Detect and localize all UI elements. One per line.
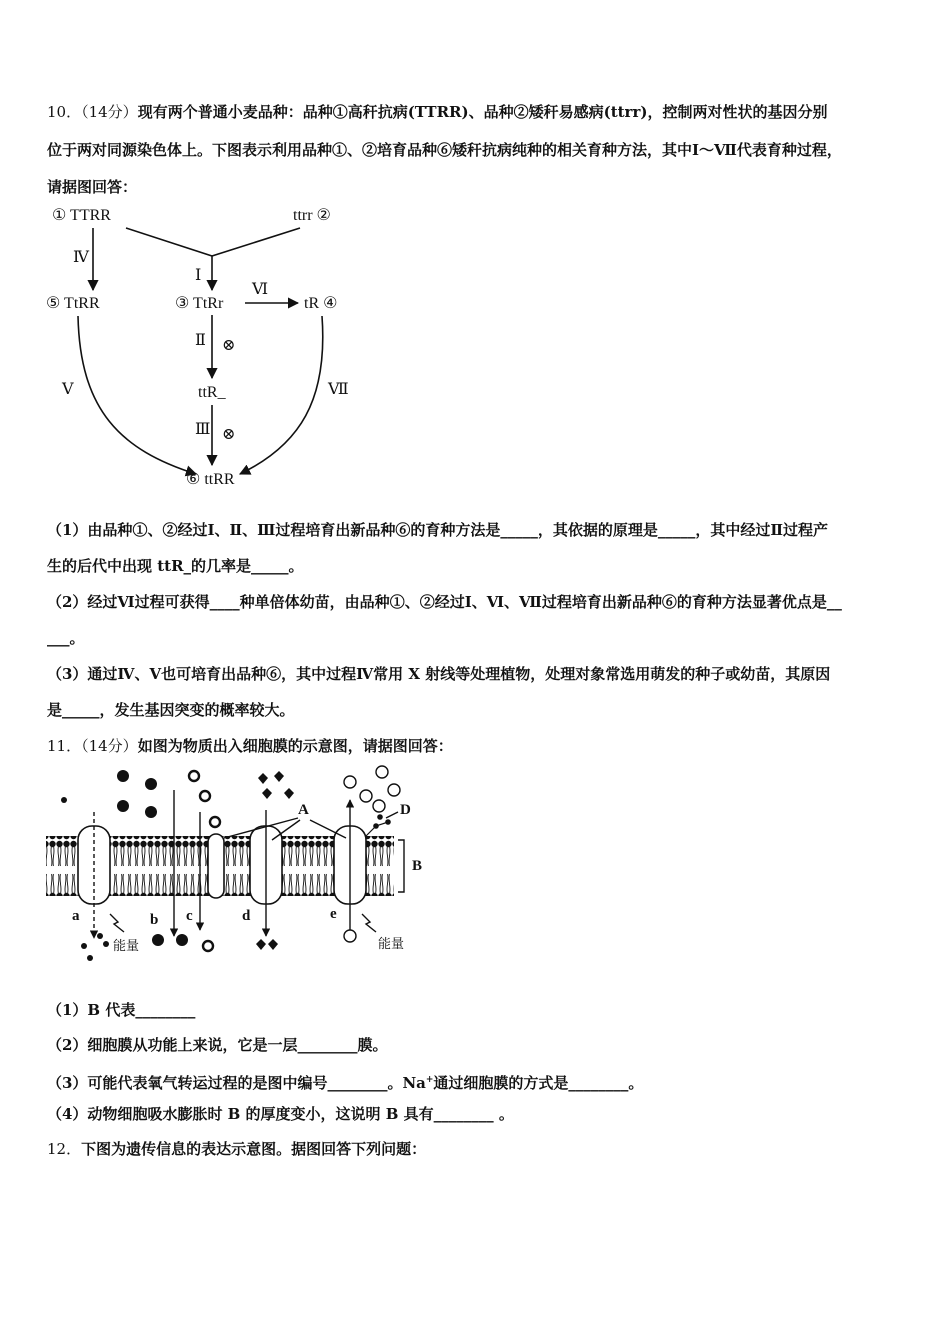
molecule-a-out — [61, 797, 67, 803]
label-A: A — [298, 802, 309, 818]
q12-text: 下图为遗传信息的表达示意图。据图回答下列问题： — [81, 1140, 427, 1158]
energy-bolt-a — [110, 914, 124, 932]
q10-line-2: 位于两对同源染色体上。下图表示利用品种①、②培育品种⑥矮秆抗病纯种的相关育种方法，其中Ⅰ～Ⅶ代表育种过程， — [47, 141, 842, 159]
channel-protein-c — [208, 834, 224, 898]
q10-number: 10．（14分） — [47, 103, 138, 121]
process-2-label: Ⅱ — [195, 332, 206, 349]
label-a: a — [72, 908, 80, 924]
label-D: D — [400, 802, 411, 818]
sugar-chain-d — [374, 824, 378, 828]
selfing-symbol-2: ⊗ — [222, 337, 236, 354]
cross-line-left — [126, 228, 212, 256]
energy-label-a: 能量 — [113, 939, 140, 954]
q11-sub-2: （2）细胞膜从功能上来说，它是一层________膜。 — [47, 1036, 388, 1054]
node-2-ttrr-parent: ttrr ② — [293, 207, 331, 224]
q10-sub-2b: ___。 — [47, 629, 85, 647]
node-5: ⑤ TtRR — [46, 295, 100, 312]
label-b: b — [150, 912, 159, 928]
energy-bolt-e — [362, 914, 376, 932]
q10-stem-1: 现有两个普通小麦品种：品种①高秆抗病(TTRR)、品种②矮秆易感病(ttrr)，控制两对性状的基因分别 — [137, 103, 828, 121]
q11-sub-3 — [47, 1070, 643, 1093]
q11-title-line — [47, 736, 453, 756]
q10-line-1 — [47, 102, 827, 122]
q10-sub-1b: 生的后代中出现 ttR_的几率是_____。 — [47, 557, 304, 575]
energy-label-e: 能量 — [378, 937, 405, 952]
carrier-protein-d — [250, 826, 282, 904]
process-7-label: Ⅶ — [328, 381, 349, 398]
process-1-label: Ⅰ — [195, 267, 202, 284]
carrier-protein-e — [334, 826, 366, 904]
q10-sub-3a: （3）通过Ⅳ、Ⅴ也可培育出品种⑥，其中过程Ⅳ常用 X 射线等处理植物，处理对象常选用萌发的种子或幼苗，其原因 — [47, 665, 831, 683]
q11-sub-3-pre: （3）可能代表氧气转运过程的是图中编号________。Na — [47, 1074, 426, 1092]
label-e: e — [330, 906, 337, 922]
bracket-b — [398, 840, 404, 892]
lipid-bilayer — [46, 836, 394, 896]
node-mid: ttR_ — [198, 384, 226, 401]
arrow-process-5 — [78, 316, 196, 474]
q12-number: 12． — [47, 1140, 82, 1158]
cross-line-right — [212, 228, 300, 256]
q12-line — [47, 1139, 426, 1159]
process-4-label: Ⅳ — [73, 249, 89, 266]
process-3-label: Ⅲ — [195, 421, 211, 438]
q10-sub-2a: （2）经过Ⅵ过程可获得____种单倍体幼苗，由品种①、②经过Ⅰ、Ⅵ、Ⅶ过程培育出新品种⑥的育种方法显著优点是__ — [47, 593, 842, 611]
na-superscript: + — [425, 1075, 434, 1085]
process-6-label: Ⅵ — [252, 281, 269, 298]
carrier-protein-a — [78, 826, 110, 904]
q11-sub-4: （4）动物细胞吸水膨胀时 B 的厚度变小，这说明 B 具有________ 。 — [47, 1105, 514, 1123]
q11-number: 11．（14分） — [47, 737, 138, 755]
label-c: c — [186, 908, 193, 924]
q11-sub-1: （1）B 代表________ — [47, 1001, 196, 1019]
q11-sub-3-post: 通过细胞膜的方式是________。 — [433, 1074, 644, 1092]
node-4: tR ④ — [304, 295, 338, 312]
node-1-ttrr-parent: ① TTRR — [52, 207, 111, 224]
q11-title: 如图为物质出入细胞膜的示意图，请据图回答： — [137, 737, 453, 755]
selfing-symbol-3: ⊗ — [222, 426, 236, 443]
process-5-label: Ⅴ — [62, 381, 74, 398]
node-6: ⑥ ttRR — [186, 471, 235, 488]
arrow-process-7 — [240, 316, 323, 474]
node-3: ③ TtRr — [175, 295, 224, 312]
label-B: B — [412, 858, 423, 874]
q10-sub-3b: 是_____，发生基因突变的概率较大。 — [47, 701, 295, 719]
q10-line-3: 请据图回答： — [47, 178, 138, 196]
q10-sub-1a: （1）由品种①、②经过Ⅰ、Ⅱ、Ⅲ过程培育出新品种⑥的育种方法是_____，其依据的原理是_____，其中经过Ⅱ过程产 — [47, 521, 829, 539]
label-d: d — [242, 908, 251, 924]
